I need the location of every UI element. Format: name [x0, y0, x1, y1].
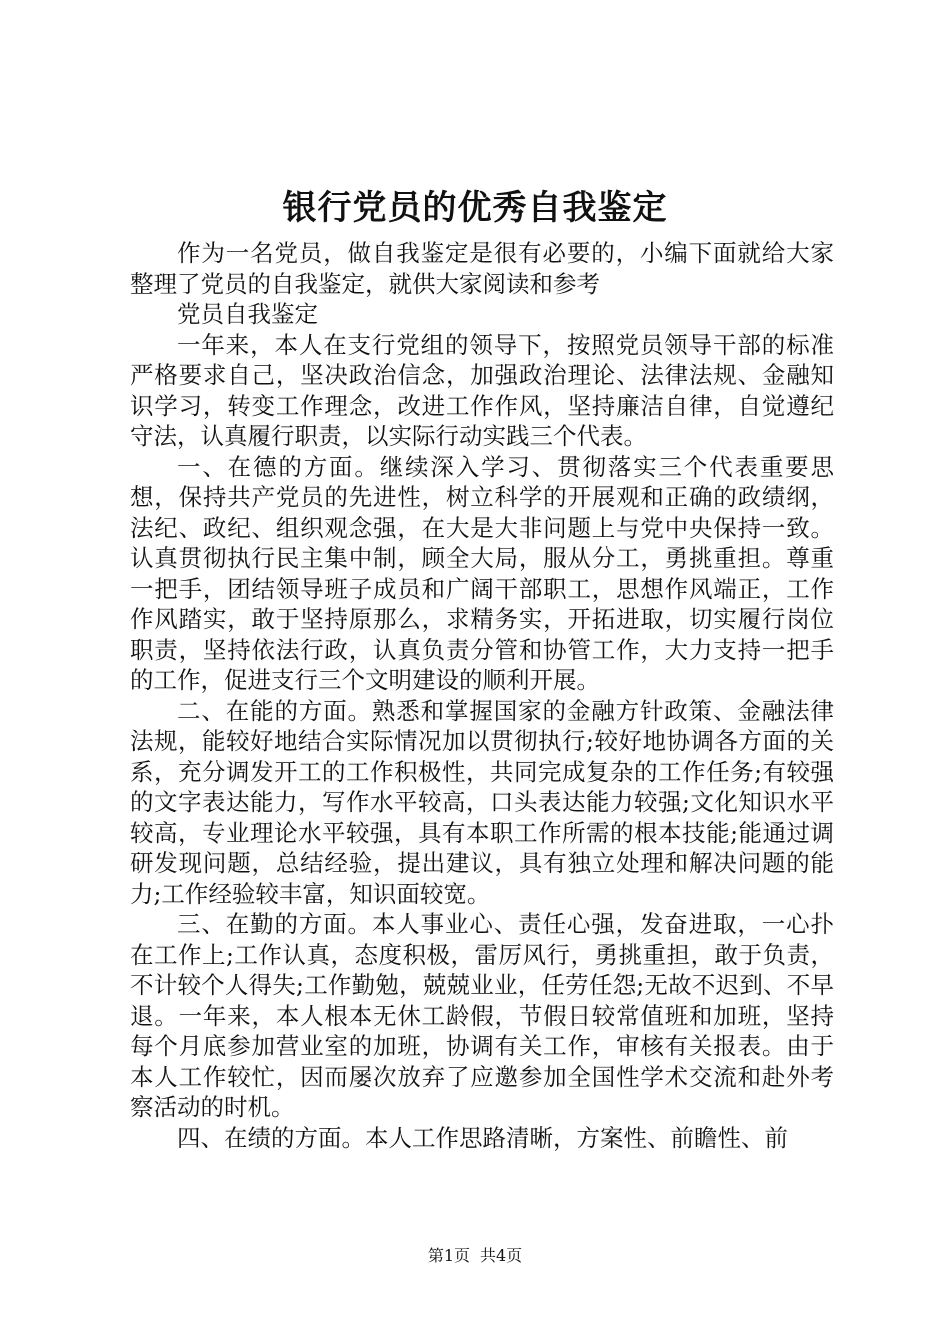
summary-paragraph: 一年来，本人在支行党组的领导下，按照党员领导干部的标准严格要求自己，坚决政治信念，加强政治理论、法律法规、金融知识学习，转变工作理念，改进工作作风，坚持廉洁自律，自觉遵纪守法，认真履行职责，以实际行动实践三个代表。 [130, 330, 834, 450]
intro-paragraph: 作为一名党员，做自我鉴定是很有必要的，小编下面就给大家整理了党员的自我鉴定，就供大家阅读和参考 [130, 239, 834, 298]
page-footer [0, 1246, 950, 1266]
ability-paragraph: 二、在能的方面。熟悉和掌握国家的金融方针政策、金融法律法规，能较好地结合实际情况加以贯彻执行;较好地协调各方面的关系，充分调发开工的工作积极性，共同完成复杂的工作任务;有较强的文字表达能力，写作水平较高，口头表达能力较强;文化知识水平较高，专业理论水平较强，具有本职工作所需的根本技能;能通过调研发现问题，总结经验，提出建议，具有独立处理和解决问题的能力;工作经验较丰富，知识面较宽。 [130, 696, 834, 908]
document-body [130, 238, 834, 1153]
page-total: 共4页 [480, 1246, 523, 1265]
page-number: 第1页 [427, 1246, 470, 1265]
morality-paragraph: 一、在德的方面。继续深入学习、贯彻落实三个代表重要思想，保持共产党员的先进性，树立科学的开展观和正确的政绩纲，法纪、政纪、组织观念强，在大是大非问题上与党中央保持一致。认真贯彻执行民主集中制，顾全大局，服从分工，勇挑重担。尊重一把手，团结领导班子成员和广阔干部职工，思想作风端正，工作作风踏实，敢于坚持原那么，求精务实，开拓进取，切实履行岗位职责，坚持依法行政，认真负责分管和协管工作，大力支持一把手的工作，促进支行三个文明建设的顺利开展。 [130, 452, 834, 694]
performance-paragraph: 四、在绩的方面。本人工作思路清晰，方案性、前瞻性、前 [177, 1123, 788, 1152]
section-heading: 党员自我鉴定 [177, 300, 318, 328]
document-title: 银行党员的优秀自我鉴定 [282, 188, 668, 228]
diligence-paragraph: 三、在勤的方面。本人事业心、责任心强，发奋进取，一心扑在工作上;工作认真，态度积极，雷厉风行，勇挑重担，敢于负责，不计较个人得失;工作勤勉，兢兢业业，任劳任怨;无故不迟到、不早退。一年来，本人根本无休工龄假，节假日较常值班和加班，坚持每个月底参加营业室的加班，协调有关工作，审核有关报表。由于本人工作较忙，因而屡次放弃了应邀参加全国性学术交流和赴外考察活动的时机。 [130, 910, 834, 1121]
